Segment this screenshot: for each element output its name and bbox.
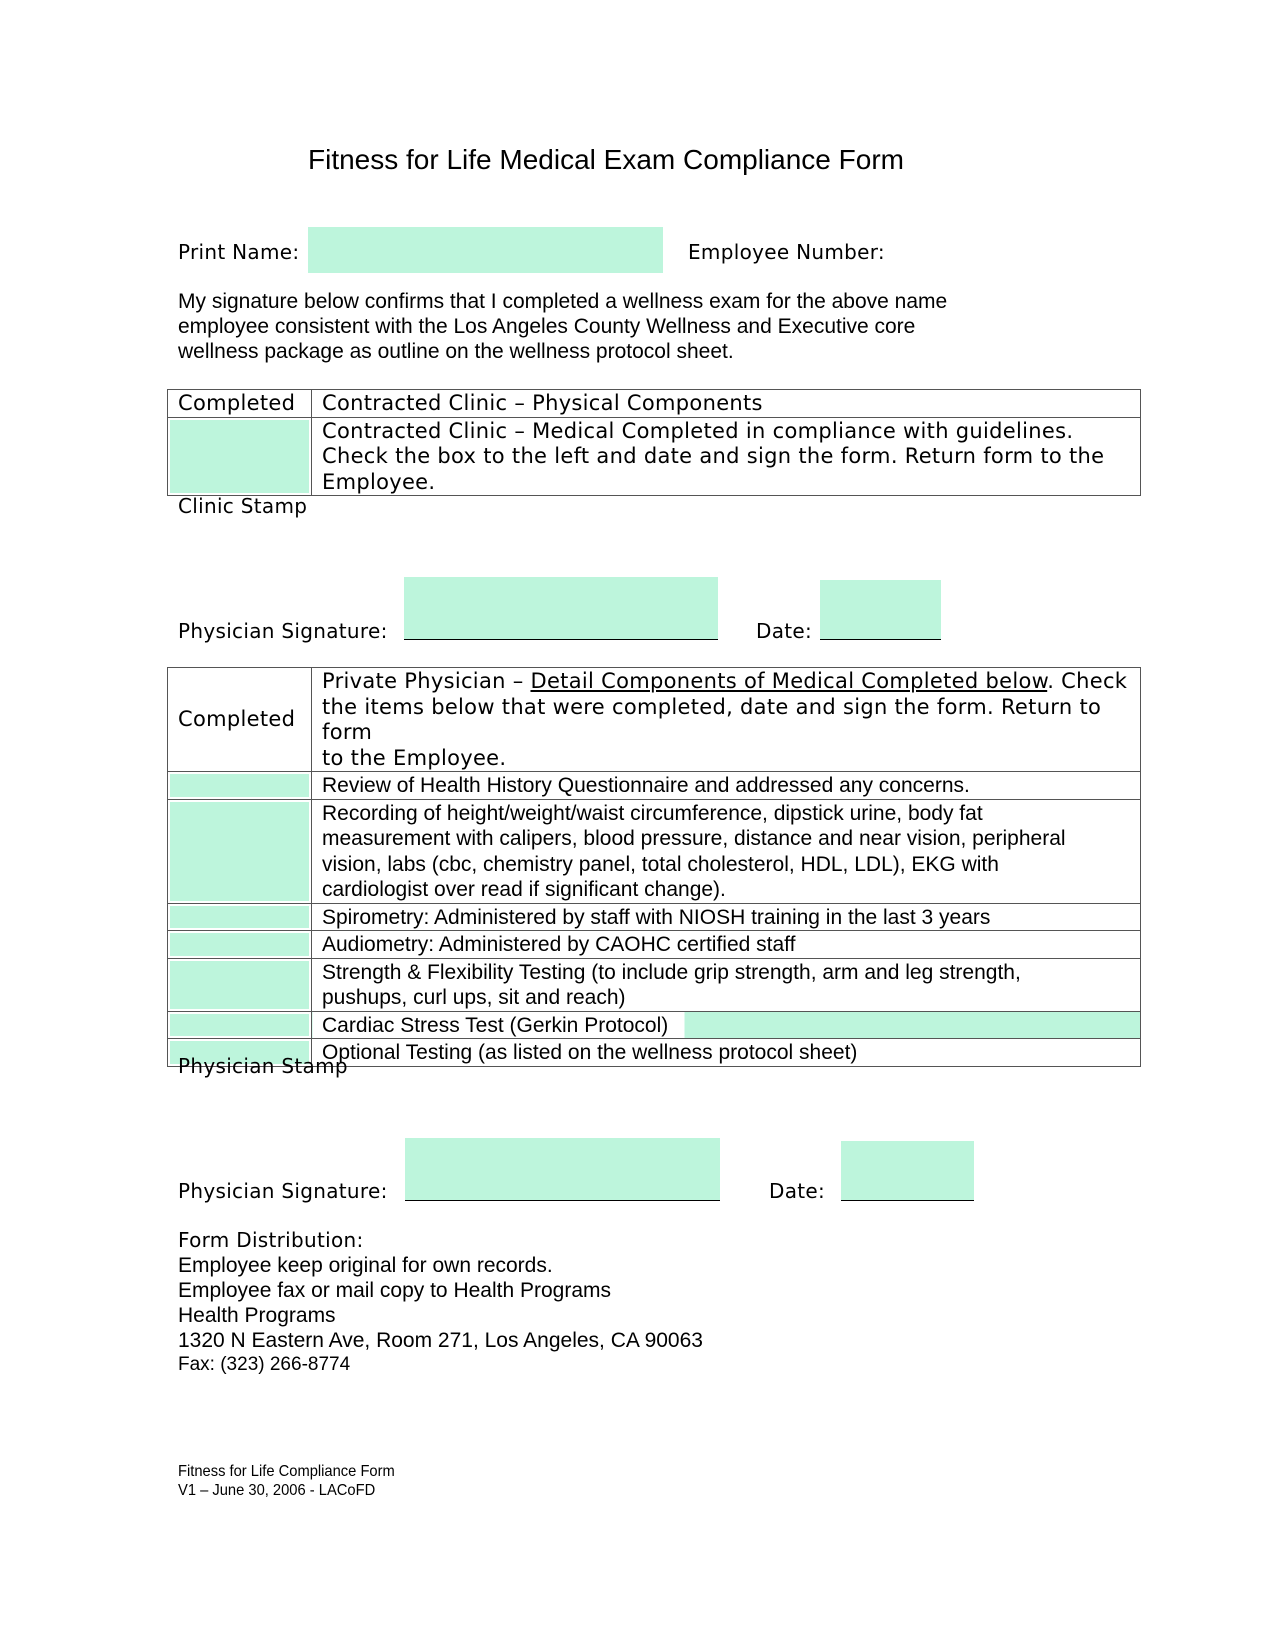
row-checkbox[interactable] (168, 799, 312, 903)
row-line: Spirometry: Administered by staff with NIOSH training in the last 3 years (322, 905, 991, 929)
date-label: Date: (756, 619, 813, 643)
row-checkbox[interactable] (168, 772, 312, 800)
intro-line: My signature below confirms that I completed a wellness exam for the above name (178, 290, 948, 313)
intro-line: wellness package as outline on the wellness protocol sheet. (178, 340, 734, 363)
footer-line: V1 – June 30, 2006 - LACoFD (178, 1482, 376, 1499)
physician-signature-field[interactable] (405, 1138, 720, 1201)
table-row (168, 417, 1141, 496)
fax-number: Fax: (323) 266-8774 (178, 1354, 351, 1375)
row-line: Contracted Clinic – Medical Completed in compliance with guidelines. (322, 418, 1074, 443)
row-checkbox[interactable] (168, 1011, 312, 1039)
row-checkbox[interactable] (168, 958, 312, 1011)
row-line: Optional Testing (as listed on the wellness protocol sheet) (322, 1041, 858, 1064)
row-line: Strength & Flexibility Testing (to include grip strength, arm and leg strength, (322, 960, 1021, 984)
distribution-heading: Form Distribution: (178, 1228, 364, 1252)
header-line: to the Employee. (322, 745, 507, 770)
table-row (168, 1011, 1141, 1039)
footer (178, 1462, 395, 1500)
clinic-row-text (312, 417, 1141, 496)
table-row (168, 799, 1141, 903)
row-line: measurement with calipers, blood pressure, distance and near vision, peripheral (322, 827, 1066, 850)
table-row (168, 668, 1141, 772)
distribution-line: Health Programs (178, 1304, 336, 1327)
footer-line: Fitness for Life Compliance Form (178, 1463, 395, 1480)
distribution-line: 1320 N Eastern Ave, Room 271, Los Angeles, CA 90063 (178, 1329, 703, 1352)
row-line: Check the box to the left and date and sign the form. Return form to the (322, 444, 1105, 468)
row-text (312, 903, 1141, 931)
row-checkbox[interactable] (168, 903, 312, 931)
page-title: Fitness for Life Medical Exam Compliance Form (308, 144, 904, 175)
checkbox-fill (170, 802, 309, 901)
checkbox-fill (170, 774, 309, 797)
print-name-field[interactable] (308, 227, 663, 273)
header-line (322, 669, 1140, 695)
checkbox-fill (170, 1014, 309, 1037)
header-suffix: . Check (1047, 669, 1128, 693)
row-checkbox[interactable] (168, 931, 312, 959)
row-line: vision, labs (cbc, chemistry panel, total cholesterol, HDL, LDL), EKG with (322, 852, 999, 876)
physician-header-text (312, 668, 1141, 772)
table-row (168, 903, 1141, 931)
intro-paragraph (178, 289, 947, 364)
row-text (312, 799, 1141, 903)
employee-number-label: Employee Number: (688, 240, 885, 264)
physician-signature-label: Physician Signature: (178, 1179, 388, 1203)
table-row (168, 931, 1141, 959)
checkbox-fill (170, 420, 309, 494)
physician-stamp-label: Physician Stamp (178, 1054, 348, 1078)
date-field[interactable] (841, 1141, 974, 1201)
table-row (168, 958, 1141, 1011)
row-line: pushups, curl ups, sit and reach) (322, 986, 626, 1009)
header-line: the items below that were completed, date and sign the form. Return to form (322, 694, 1102, 744)
physician-signature-field[interactable] (404, 577, 718, 640)
row-line: Review of Health History Questionnaire and addressed any concerns. (322, 774, 970, 797)
table-row (168, 772, 1141, 800)
clinic-completed-checkbox[interactable] (168, 417, 312, 496)
physician-signature-label: Physician Signature: (178, 619, 388, 643)
clinic-stamp-label: Clinic Stamp (178, 494, 308, 518)
completed-header: Completed (168, 668, 312, 772)
row-text (312, 772, 1141, 800)
row-text (312, 1039, 1141, 1067)
date-field[interactable] (820, 580, 941, 640)
print-name-label: Print Name: (178, 240, 300, 264)
row-line: Recording of height/weight/waist circumference, dipstick urine, body fat (322, 801, 983, 825)
checkbox-fill (170, 933, 309, 956)
checkbox-fill (170, 906, 309, 929)
clinic-header-text: Contracted Clinic – Physical Components (312, 390, 1141, 418)
header-underlined: Detail Components of Medical Completed below (530, 669, 1048, 693)
header-prefix: Private Physician – (322, 669, 531, 693)
row-text (312, 931, 1141, 959)
row-line: Employee. (322, 469, 436, 494)
row-text (312, 958, 1141, 1011)
date-label: Date: (769, 1179, 826, 1203)
distribution-line: Employee keep original for own records. (178, 1254, 553, 1277)
row-line: Audiometry: Administered by CAOHC certified staff (322, 933, 796, 956)
physician-table (167, 667, 1141, 1067)
clinic-table (167, 389, 1141, 496)
intro-line: employee consistent with the Los Angeles County Wellness and Executive core (178, 315, 916, 338)
form-distribution (178, 1228, 703, 1377)
row-line: cardiologist over read if significant change). (322, 878, 726, 901)
row-text (312, 1011, 1141, 1039)
distribution-line: Employee fax or mail copy to Health Programs (178, 1279, 612, 1302)
checkbox-fill (170, 961, 309, 1009)
row-line: Cardiac Stress Test (Gerkin Protocol) (322, 1013, 669, 1037)
completed-header: Completed (168, 390, 312, 418)
table-row (168, 390, 1141, 418)
